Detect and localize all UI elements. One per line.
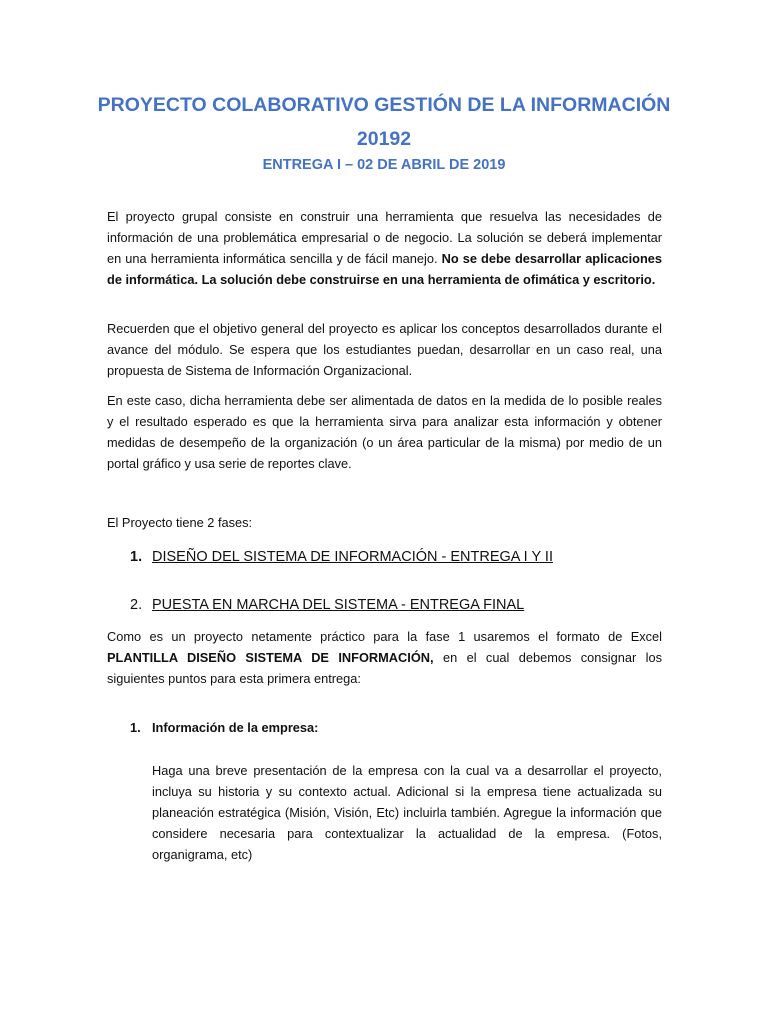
objective-paragraph: Recuerden que el objetivo general del proyecto es aplicar los conceptos desarrollados durante el avance del módulo. Se espera que los estudiantes puedan, desarrollar en un caso real, una propuesta de Sistema de Información Organizacional. <box>107 321 662 378</box>
phase-item <box>130 547 650 567</box>
document-title-line2: 20192 <box>356 128 412 150</box>
deliverable-description: Haga una breve presentación de la empresa con la cual va a desarrollar el proyecto, incluya su historia y su contexto actual. Adicional si la empresa tiene actualizada su planeación estratégica (Misión, Visión, Etc) incluirla también. Agregue la información que considere necesaria para contextualizar la actualidad de la empresa. (Fotos, organigrama, etc) <box>152 763 662 862</box>
data-paragraph: En este caso, dicha herramienta debe ser alimentada de datos en la medida de lo posible reales y el resultado esperado es que la herramienta sirva para analizar esta información y obtener medidas de desempeño de la organización (o un área particular de la misma) por medio de un portal gráfico y usa serie de reportes clave. <box>107 393 662 471</box>
deliverable-label: Información de la empresa: <box>152 720 319 735</box>
intro-bold-text: No se debe desarrollar aplicaciones de informática. La solución debe construirse en una herramienta de ofimática y escritorio. <box>107 251 663 287</box>
intro-text: El proyecto grupal consiste en construir una herramienta que resuelva las necesidades de información de una problemática empresarial o de negocio. La solución se deberá implementar en una herramienta informática sencilla y de fácil manejo. <box>107 209 662 266</box>
document-subtitle: ENTREGA I – 02 DE ABRIL DE 2019 <box>262 157 506 173</box>
template-text-after: en el cual debemos consignar los siguientes puntos para esta primera entrega: <box>107 650 662 686</box>
deliverable-heading <box>130 718 650 738</box>
document-title-line1: PROYECTO COLABORATIVO GESTIÓN DE LA INFORMACIÓN <box>97 94 671 116</box>
deliverable-number: 1. <box>130 720 141 735</box>
phase-item <box>130 595 650 615</box>
phase-label: DISEÑO DEL SISTEMA DE INFORMACIÓN - ENTREGA I Y II <box>152 549 553 565</box>
template-bold-text: PLANTILLA DISEÑO SISTEMA DE INFORMACIÓN, <box>107 650 434 665</box>
template-paragraph <box>107 626 662 689</box>
phase-number: 1. <box>130 549 143 565</box>
phase-number: 2. <box>130 597 143 613</box>
template-text-before: Como es un proyecto netamente práctico para la fase 1 usaremos el formato de Excel <box>107 629 662 644</box>
phases-intro: El Proyecto tiene 2 fases: <box>107 515 253 530</box>
phase-label: PUESTA EN MARCHA DEL SISTEMA - ENTREGA FINAL <box>152 597 525 613</box>
intro-paragraph <box>107 206 662 290</box>
